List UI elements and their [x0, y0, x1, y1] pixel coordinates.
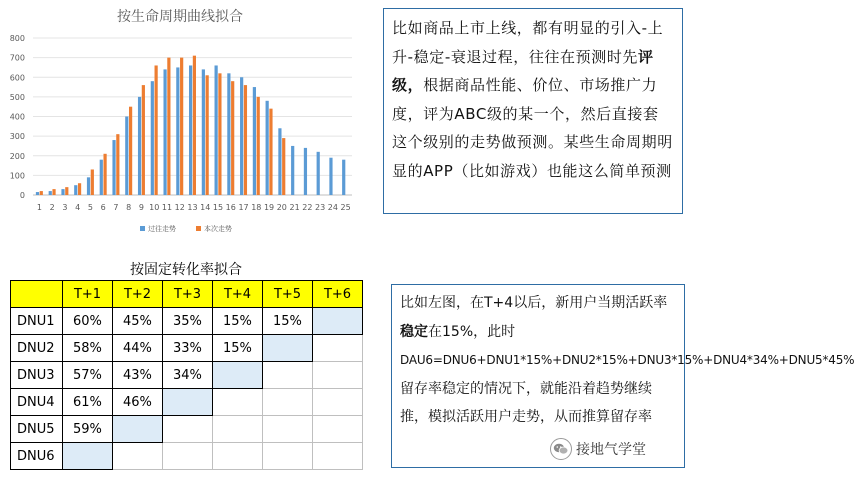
bar-past-trend: [176, 67, 179, 195]
table-cell-empty: [163, 443, 213, 470]
table-cell-empty: [313, 362, 363, 389]
box2-text-mid: 在15%，此时: [428, 323, 516, 340]
bar-past-trend: [240, 77, 243, 195]
table-cell-empty: [313, 335, 363, 362]
x-tick-label: 6: [100, 203, 106, 212]
x-tick-label: 23: [315, 203, 326, 212]
table-cell-empty: [313, 389, 363, 416]
bar-current-trend: [91, 169, 94, 195]
table-cell-empty: [113, 416, 163, 443]
bar-current-trend: [155, 65, 158, 195]
row-label: DNU6: [11, 443, 63, 470]
box2-bold-stable: 稳定: [400, 323, 428, 340]
table-cell: 58%: [63, 335, 113, 362]
bar-past-trend: [138, 97, 141, 195]
watermark: [550, 437, 646, 461]
box1-text-end: 根据商品性能、价位、市场推广力度，评为ABC级的某一个，然后直接套这个级别的走势做预测。某些生命周期明显的APP（比如游戏）也能这么简单预测: [392, 76, 673, 180]
table-cell: 57%: [63, 362, 113, 389]
x-tick-label: 25: [340, 203, 351, 212]
table-row: [11, 362, 363, 389]
x-tick-label: 8: [126, 203, 132, 212]
bar-past-trend: [342, 160, 345, 195]
x-tick-label: 9: [138, 203, 145, 212]
table-cell-empty: [263, 389, 313, 416]
legend-label: 过往走势: [148, 225, 176, 233]
y-tick-label: 0: [19, 191, 25, 200]
bar-current-trend: [257, 97, 260, 195]
table-cell-empty: [163, 416, 213, 443]
bar-past-trend: [61, 189, 64, 195]
bar-current-trend: [231, 81, 234, 195]
bar-past-trend: [163, 69, 166, 195]
x-tick-label: 20: [276, 203, 287, 212]
table-cell: 46%: [113, 389, 163, 416]
bar-past-trend: [49, 191, 52, 195]
table-header-cell-2: T+2: [113, 281, 163, 308]
x-tick-label: 2: [49, 203, 55, 212]
table-cell-empty: [213, 443, 263, 470]
bar-current-trend: [65, 187, 68, 195]
bar-past-trend: [304, 148, 307, 195]
bar-past-trend: [87, 177, 90, 195]
table-header-cell-3: T+3: [163, 281, 213, 308]
table-row: [11, 308, 363, 335]
y-tick-label: 200: [9, 151, 25, 161]
table-header-cell-4: T+4: [213, 281, 263, 308]
bar-past-trend: [36, 192, 39, 195]
bar-past-trend: [329, 158, 332, 195]
row-label: DNU1: [11, 308, 63, 335]
bar-current-trend: [142, 85, 145, 195]
table-cell: 60%: [63, 308, 113, 335]
lifecycle-chart: [0, 0, 360, 245]
x-tick-label: 12: [174, 203, 185, 212]
row-label: DNU2: [11, 335, 63, 362]
table-cell-empty: [263, 416, 313, 443]
bar-past-trend: [125, 117, 128, 196]
x-tick-label: 21: [289, 203, 300, 212]
x-tick-label: 1: [36, 203, 42, 212]
table-cell-empty: [213, 416, 263, 443]
bar-current-trend: [244, 85, 247, 195]
table-cell-empty: [213, 389, 263, 416]
table-row: [11, 416, 363, 443]
table-cell: 61%: [63, 389, 113, 416]
row-label: DNU5: [11, 416, 63, 443]
table-header-cell-1: T+1: [63, 281, 113, 308]
table-cell: 43%: [113, 362, 163, 389]
bar-past-trend: [189, 65, 192, 195]
bar-past-trend: [317, 152, 320, 195]
x-tick-label: 22: [302, 203, 313, 212]
table-cell: 15%: [263, 308, 313, 335]
table-cell-empty: [163, 389, 213, 416]
bar-past-trend: [215, 65, 218, 195]
row-label: DNU3: [11, 362, 63, 389]
box1-text-start: 比如商品上市上线，都有明显的引入-上升-稳定-衰退过程，往往在预测时先: [392, 19, 664, 66]
x-tick-label: 11: [161, 203, 173, 212]
legend-swatch: [196, 226, 201, 231]
x-tick-label: 13: [187, 203, 198, 212]
bar-current-trend: [180, 58, 183, 195]
table-cell-empty: [213, 362, 263, 389]
y-tick-label: 500: [9, 92, 25, 102]
bar-current-trend: [78, 183, 81, 195]
x-tick-label: 19: [263, 203, 275, 212]
table-row: [11, 335, 363, 362]
table-cell-empty: [313, 443, 363, 470]
bar-past-trend: [253, 87, 256, 195]
bar-past-trend: [266, 101, 269, 195]
table-row: [11, 443, 363, 470]
table-cell-empty: [313, 308, 363, 335]
table-cell: 15%: [213, 335, 263, 362]
table-cell: 59%: [63, 416, 113, 443]
box1-bold-rating: 评级，: [392, 47, 654, 94]
bar-past-trend: [151, 81, 154, 195]
y-tick-label: 800: [9, 34, 25, 43]
table-cell-empty: [263, 335, 313, 362]
box2-text-end: 留存率稳定的情况下，就能沿着趋势继续推，模拟活跃用户走势，从而推算留存率: [400, 380, 652, 425]
lifecycle-explanation-box: [383, 8, 683, 214]
table-cell: 33%: [163, 335, 213, 362]
bar-current-trend: [52, 189, 55, 195]
y-tick-label: 300: [9, 132, 25, 142]
bar-past-trend: [202, 69, 205, 195]
bar-current-trend: [282, 138, 285, 195]
bar-current-trend: [269, 109, 272, 195]
x-tick-label: 4: [75, 203, 81, 212]
y-tick-label: 700: [9, 53, 25, 63]
table-row: [11, 389, 363, 416]
box2-text-start: 比如左图，在T+4以后，新用户当期活跃率: [400, 295, 668, 311]
x-tick-label: 16: [225, 203, 236, 212]
row-label: DNU4: [11, 389, 63, 416]
bar-current-trend: [218, 73, 221, 195]
x-tick-label: 14: [200, 203, 211, 212]
table-header-cell-6: T+6: [313, 281, 363, 308]
retention-table: [10, 280, 363, 470]
table-cell-empty: [313, 416, 363, 443]
bar-current-trend: [193, 56, 196, 195]
bar-past-trend: [291, 146, 294, 195]
watermark-text: 接地气学堂: [576, 442, 646, 458]
x-tick-label: 7: [113, 203, 119, 212]
dau-formula: DAU6=DNU6+DNU1*15%+DNU2*15%+DNU3*15%+DNU4*34%+DNU5*45%: [400, 353, 854, 367]
lifecycle-chart-svg: [0, 0, 360, 245]
y-tick-label: 400: [9, 112, 25, 122]
x-tick-label: 15: [212, 203, 224, 212]
x-tick-label: 3: [62, 203, 68, 212]
bar-current-trend: [129, 107, 132, 195]
bar-past-trend: [112, 140, 115, 195]
table-title: 按固定转化率拟合: [130, 262, 242, 278]
bar-past-trend: [74, 185, 77, 195]
table-cell-empty: [263, 362, 313, 389]
table-cell-empty: [63, 443, 113, 470]
table-header-cell-5: T+5: [263, 281, 313, 308]
table-cell: 35%: [163, 308, 213, 335]
bar-past-trend: [100, 160, 103, 195]
table-header-row: [11, 281, 363, 308]
x-tick-label: 10: [149, 203, 160, 212]
legend-swatch: [140, 226, 145, 231]
x-tick-label: 24: [327, 203, 338, 212]
y-tick-label: 600: [9, 73, 25, 83]
legend-label: 本次走势: [204, 225, 232, 233]
bar-past-trend: [227, 73, 230, 195]
wechat-logo-icon: [550, 438, 572, 460]
bar-past-trend: [278, 128, 281, 195]
table-cell-empty: [113, 443, 163, 470]
chart-title: 按生命周期曲线拟合: [117, 9, 243, 25]
bar-current-trend: [167, 58, 170, 195]
table-cell-empty: [263, 443, 313, 470]
bar-current-trend: [206, 75, 209, 195]
bar-current-trend: [40, 191, 43, 195]
table-cell: 15%: [213, 308, 263, 335]
y-tick-label: 100: [9, 171, 25, 181]
table-cell: 34%: [163, 362, 213, 389]
x-tick-label: 17: [238, 203, 249, 212]
table-cell: 44%: [113, 335, 163, 362]
table-cell: 45%: [113, 308, 163, 335]
x-tick-label: 5: [87, 203, 93, 212]
table-header-cell-0: [11, 281, 63, 308]
bar-current-trend: [116, 134, 119, 195]
x-tick-label: 18: [251, 203, 262, 212]
bar-current-trend: [103, 154, 106, 195]
